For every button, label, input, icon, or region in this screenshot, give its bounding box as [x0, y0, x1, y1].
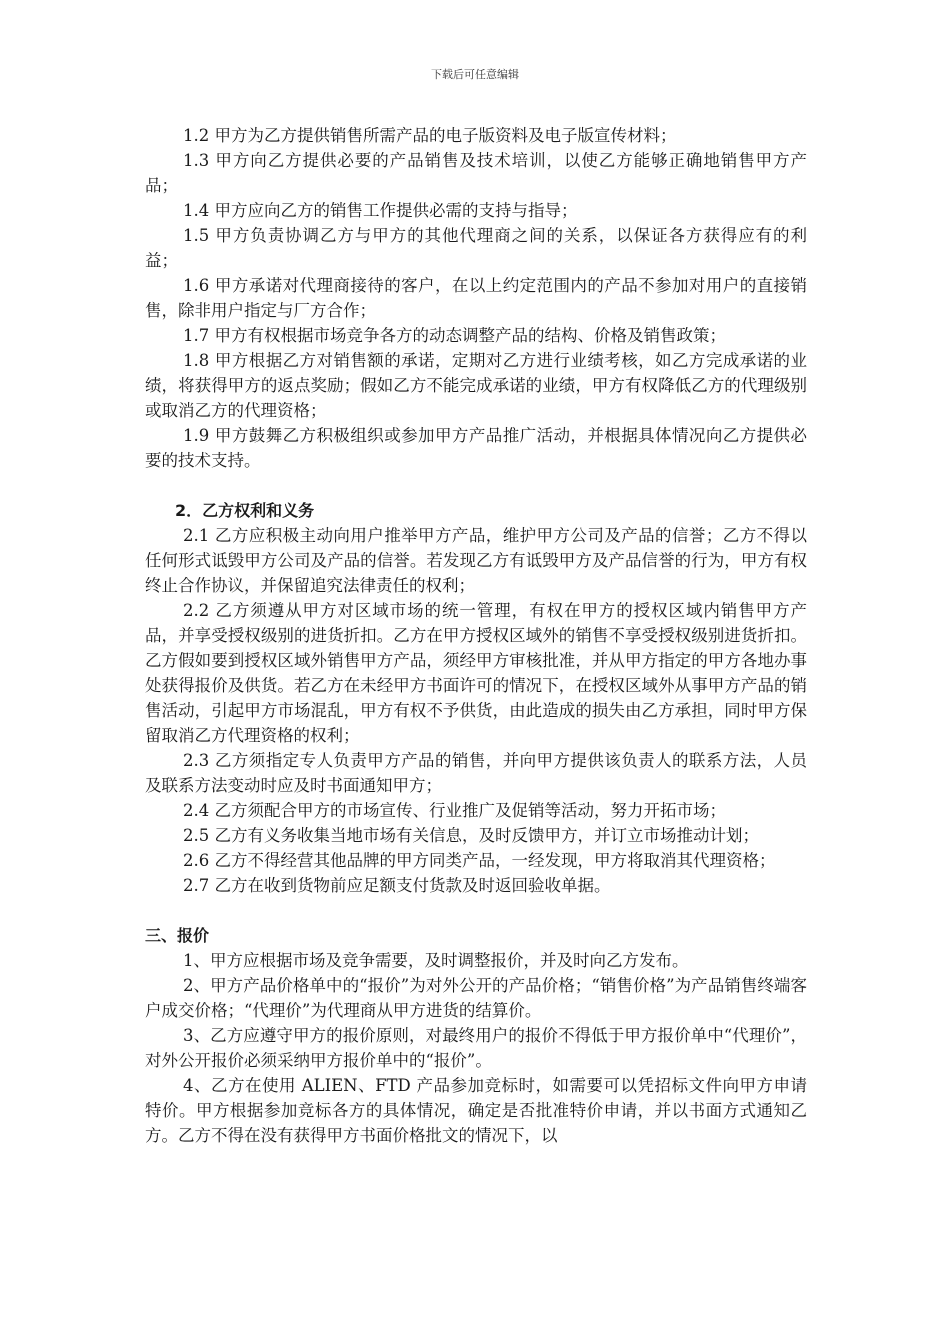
clause-1-5: 1.5 甲方负责协调乙方与甲方的其他代理商之间的关系，以保证各方获得应有的利益； [145, 226, 807, 270]
clause-2-5: 2.5 乙方有义务收集当地市场有关信息，及时反馈甲方，并订立市场推动计划； [183, 826, 759, 845]
clause-1-6: 1.6 甲方承诺对代理商接待的客户，在以上约定范围内的产品不参加对用户的直接销售，除非用户指定与厂方合作； [145, 276, 807, 320]
clause-1-8: 1.8 甲方根据乙方对销售额的承诺，定期对乙方进行业绩考核，如乙方完成承诺的业绩，将获得甲方的返点奖励；假如乙方不能完成承诺的业绩，甲方有权降低乙方的代理级别或取消乙方的代理资格； [145, 351, 807, 420]
section1-list [145, 123, 807, 473]
pricing-item-4: 4、乙方在使用 ALIEN、FTD 产品参加竞标时，如需要可以凭招标文件向甲方申请特价。甲方根据参加竞标各方的具体情况，确定是否批准特价申请，并以书面方式通知乙方。乙方不得在没有获得甲方书面价格批文的情况下，以 [145, 1076, 807, 1145]
clause-1-3: 1.3 甲方向乙方提供必要的产品销售及技术培训，以使乙方能够正确地销售甲方产品； [145, 151, 807, 195]
spacer [145, 898, 807, 923]
clause-2-4: 2.4 乙方须配合甲方的市场宣传、行业推广及促销等活动，努力开拓市场； [183, 801, 726, 820]
clause-1-9: 1.9 甲方鼓舞乙方积极组织或参加甲方产品推广活动，并根据具体情况向乙方提供必要的技术支持。 [145, 426, 807, 470]
pricing-item-1: 1、甲方应根据市场及竞争需要，及时调整报价，并及时向乙方发布。 [183, 951, 689, 970]
section3-heading: 三、报价 [145, 926, 210, 945]
section2-list [145, 523, 807, 898]
document-body [145, 123, 807, 1148]
clause-1-4: 1.4 甲方应向乙方的销售工作提供必需的支持与指导； [183, 201, 578, 220]
section3-list [145, 948, 807, 1148]
pricing-item-3: 3、乙方应遵守甲方的报价原则，对最终用户的报价不得低于甲方报价单中“代理价”，对外公开报价必须采纳甲方报价单中的“报价”。 [145, 1026, 807, 1070]
clause-1-7: 1.7 甲方有权根据市场竞争各方的动态调整产品的结构、价格及销售政策； [183, 326, 726, 345]
clause-2-1: 2.1 乙方应积极主动向用户推举甲方产品，维护甲方公司及产品的信誉；乙方不得以任何形式诋毁甲方公司及产品的信誉。若发现乙方有诋毁甲方及产品信誉的行为，甲方有权终止合作协议，并保留追究法律责任的权利； [145, 526, 807, 595]
pricing-item-2: 2、甲方产品价格单中的“报价”为对外公开的产品价格；“销售价格”为产品销售终端客户成交价格；“代理价”为代理商从甲方进货的结算价。 [145, 976, 807, 1020]
clause-2-7: 2.7 乙方在收到货物前应足额支付货款及时返回验收单据。 [183, 876, 611, 895]
page-header: 下载后可任意编辑 [431, 68, 519, 81]
spacer [145, 473, 807, 498]
clause-2-2: 2.2 乙方须遵从甲方对区域市场的统一管理，有权在甲方的授权区域内销售甲方产品，并享受授权级别的进货折扣。乙方在甲方授权区域外的销售不享受授权级别进货折扣。乙方假如要到授权区域外销售甲方产品，须经甲方审核批准，并从甲方指定的甲方各地办事处获得报价及供货。若乙方在未经甲方书面许可的情况下，在授权区域外从事甲方产品的销售活动，引起甲方市场混乱，甲方有权不予供货，由此造成的损失由乙方承担，同时甲方保留取消乙方代理资格的权利； [145, 601, 807, 745]
section2-heading: 2．乙方权利和义务 [175, 501, 315, 520]
clause-1-2: 1.2 甲方为乙方提供销售所需产品的电子版资料及电子版宣传材料； [183, 126, 677, 145]
clause-2-6: 2.6 乙方不得经营其他品牌的甲方同类产品，一经发现，甲方将取消其代理资格； [183, 851, 776, 870]
clause-2-3: 2.3 乙方须指定专人负责甲方产品的销售，并向甲方提供该负责人的联系方法，人员及联系方法变动时应及时书面通知甲方； [145, 751, 807, 795]
